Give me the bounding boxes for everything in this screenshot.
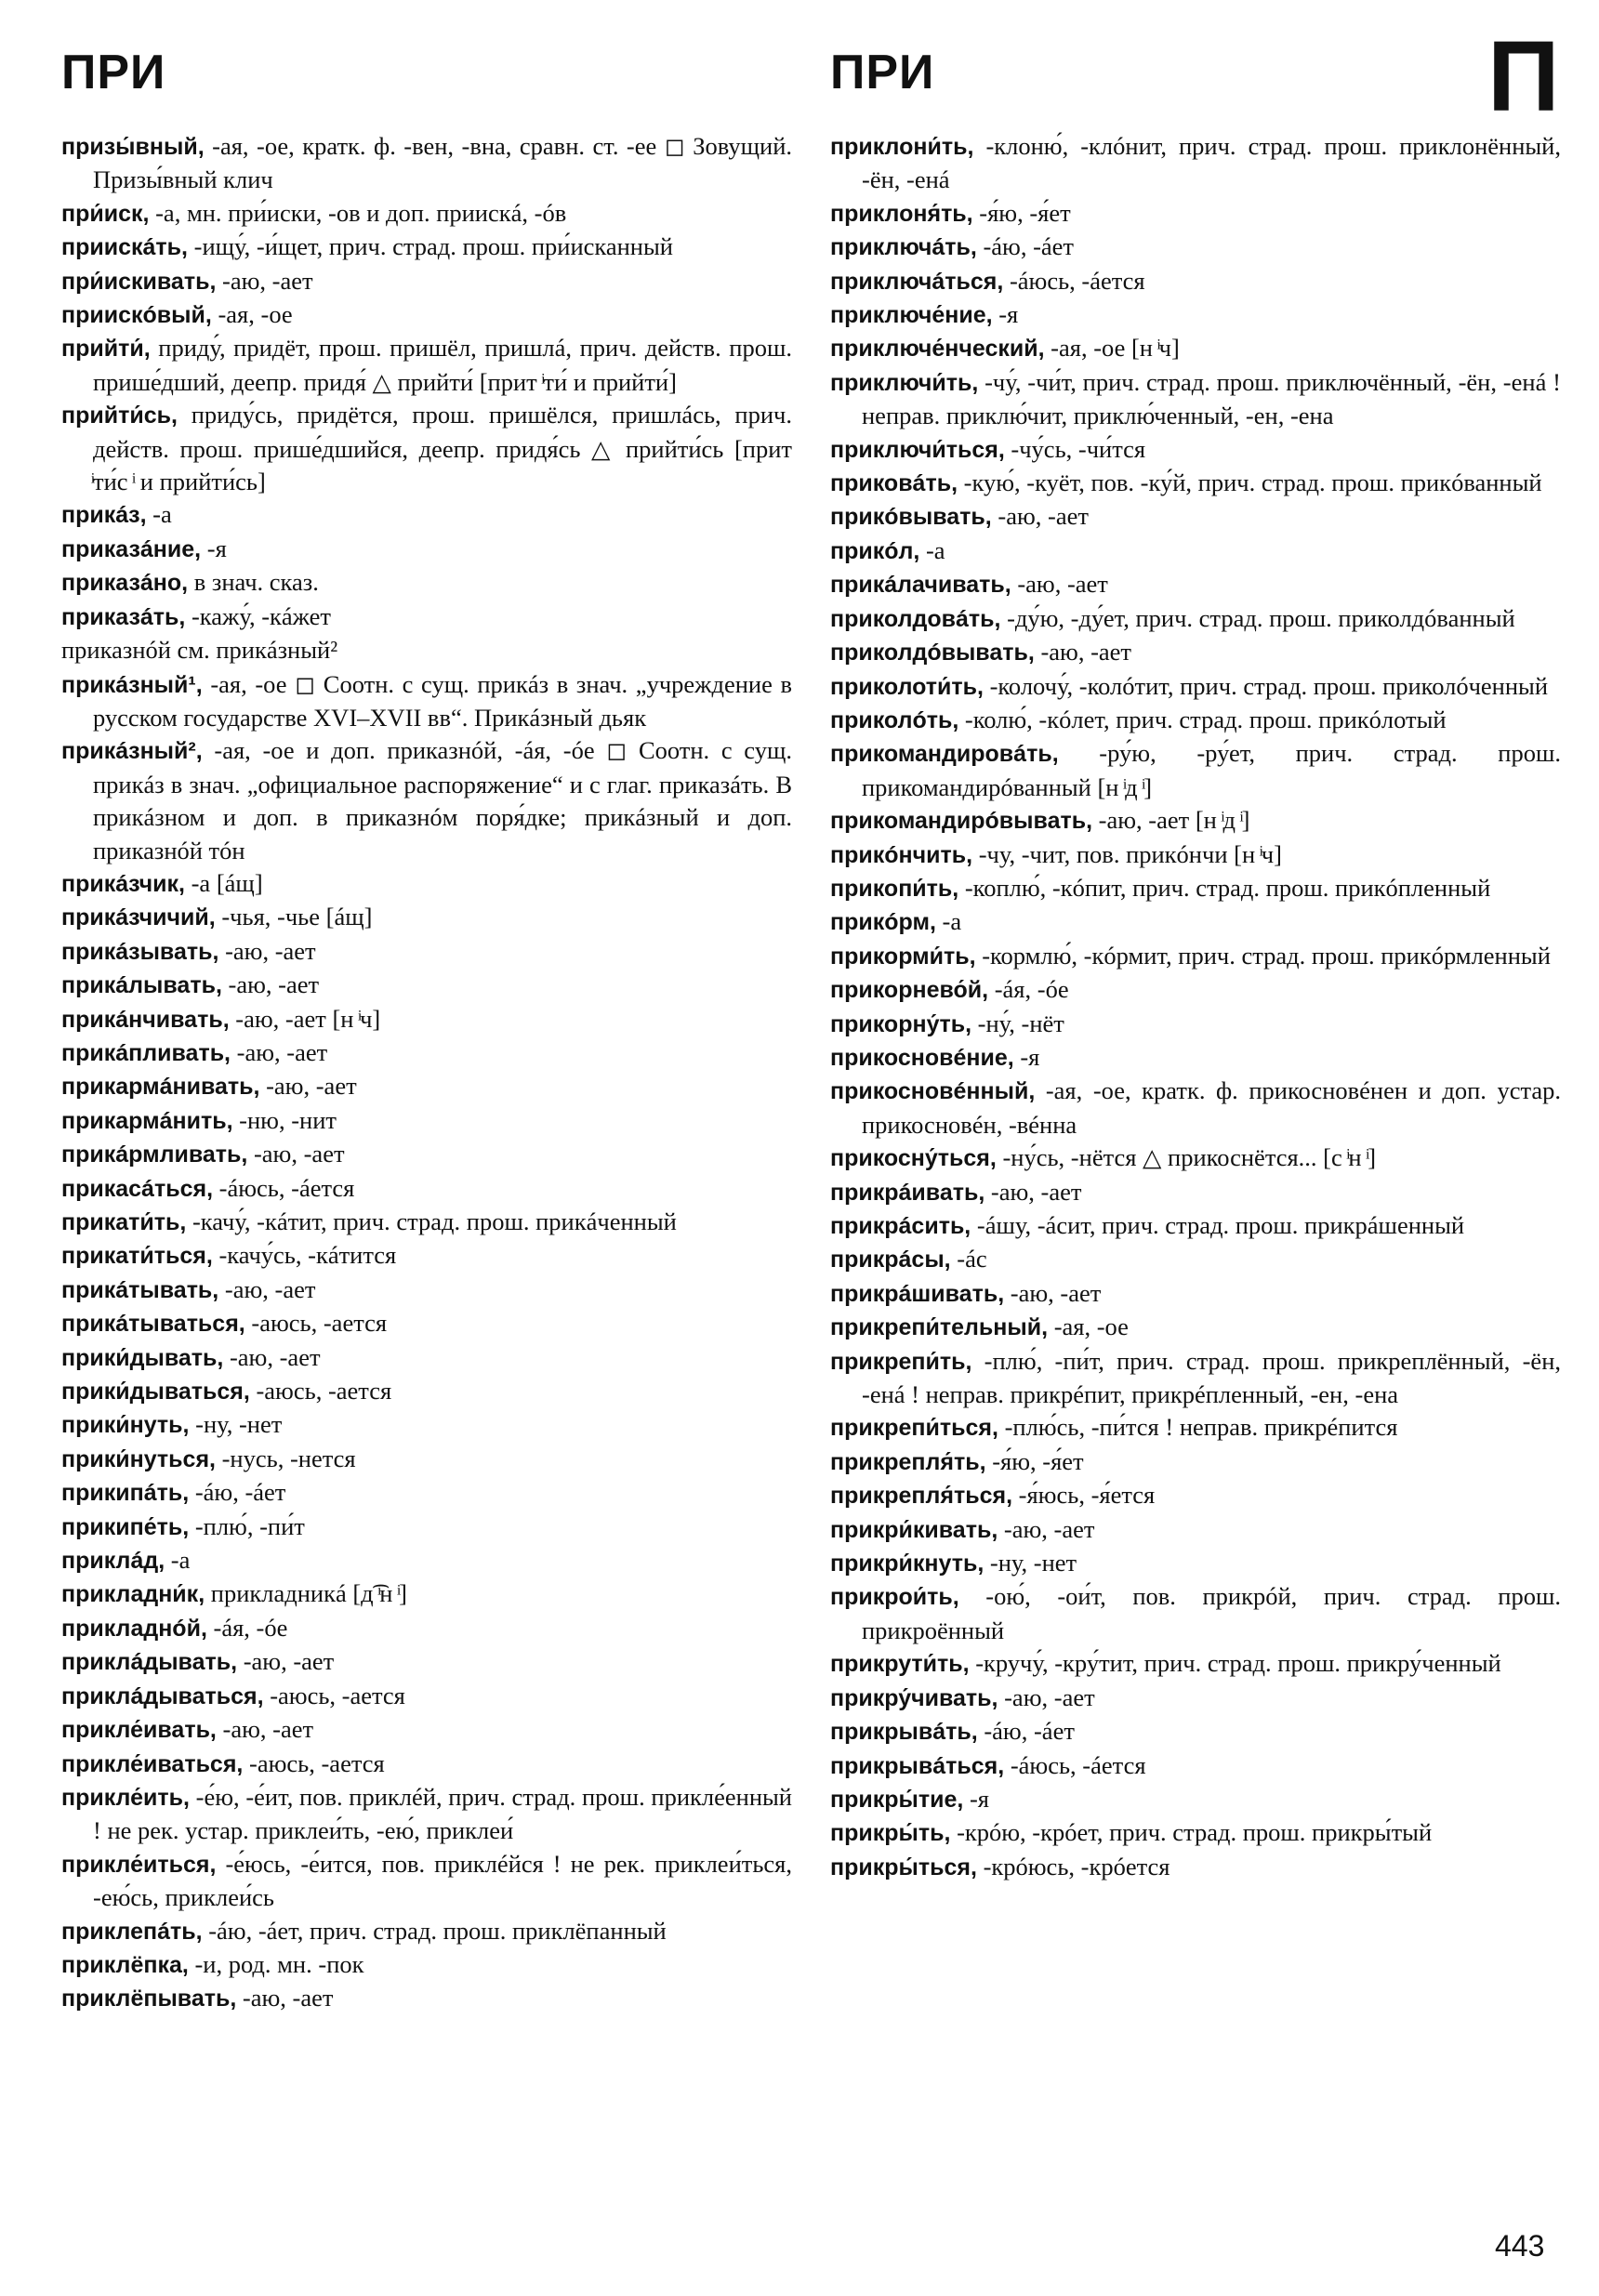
entry-headword: прикипе́ть, bbox=[61, 1513, 190, 1540]
dictionary-entry bbox=[61, 1172, 792, 1206]
left-running-head: ПРИ bbox=[61, 46, 166, 99]
entry-text: -ая, -ое bbox=[1048, 1313, 1129, 1341]
entry-headword: прикрывáться, bbox=[830, 1752, 1005, 1779]
dictionary-entry bbox=[61, 1511, 792, 1544]
entry-headword: при́искивать, bbox=[61, 268, 217, 295]
entry-headword: прикáнчивать, bbox=[61, 1006, 230, 1033]
entry-text: -áя, -óе bbox=[206, 1613, 288, 1642]
entry-text: -ню, -нит bbox=[232, 1105, 337, 1134]
dictionary-entry bbox=[61, 1307, 792, 1340]
dictionary-entry bbox=[830, 905, 1561, 939]
entry-headword: прикáтывать, bbox=[61, 1276, 219, 1303]
entry-headword: прикле́иться, bbox=[61, 1851, 217, 1878]
left-column bbox=[61, 130, 792, 2016]
dictionary-entry bbox=[830, 1041, 1561, 1075]
entry-text: -аю, -ает bbox=[991, 502, 1089, 531]
right-running-head: ПРИ bbox=[830, 46, 935, 99]
dictionary-entry bbox=[61, 231, 792, 264]
entry-text: -аю, -ает bbox=[985, 1177, 1082, 1206]
entry-text: -кормлю́, -кóрмит, прич. страд. прош. прикóрмленный bbox=[975, 941, 1551, 970]
dictionary-entry bbox=[61, 1036, 792, 1070]
entry-text: -аю, -ает bbox=[231, 1037, 328, 1066]
dictionary-entry bbox=[830, 804, 1561, 838]
entry-headword: приклепáть, bbox=[61, 1918, 203, 1945]
entry-headword: прикрáсы, bbox=[830, 1247, 951, 1273]
dictionary-entry bbox=[61, 634, 792, 667]
entry-text: -крóю, -крóет, прич. страд. прош. прикры́тый bbox=[950, 1818, 1433, 1847]
dictionary-entry bbox=[61, 1408, 792, 1442]
entry-headword: приискáть, bbox=[61, 234, 188, 261]
dictionary-entry bbox=[61, 1748, 792, 1781]
dictionary-entry bbox=[61, 867, 792, 901]
entry-headword: прикáзный¹, bbox=[61, 671, 203, 698]
entry-text: -ну, -нет bbox=[984, 1549, 1077, 1577]
dictionary-entry bbox=[61, 1982, 792, 2015]
entry-headword: прики́дываться, bbox=[61, 1379, 250, 1405]
entry-text: -ая, -ое [н ͥч] bbox=[1044, 334, 1180, 363]
dictionary-entry bbox=[61, 533, 792, 566]
entry-text: -ая, -ое bbox=[211, 300, 293, 329]
entry-headword: прийти́сь, bbox=[61, 402, 178, 429]
dictionary-entry bbox=[830, 298, 1561, 332]
entry-text: -я bbox=[963, 1784, 989, 1813]
entry-headword: прикосновéнный, bbox=[830, 1078, 1036, 1105]
dictionary-entry bbox=[830, 332, 1561, 365]
entry-headword: приклáдываться, bbox=[61, 1682, 264, 1709]
dictionary-entry bbox=[830, 500, 1561, 534]
entry-headword: прикле́ить, bbox=[61, 1784, 190, 1811]
entry-headword: прикрепи́ться, bbox=[830, 1415, 998, 1442]
entry-text: -аю, -ает [н ͥд ͥ] bbox=[1092, 806, 1250, 835]
entry-headword: приковáть, bbox=[830, 470, 958, 497]
entry-headword: прикри́кивать, bbox=[830, 1516, 998, 1543]
entry-headword: прикопи́ть, bbox=[830, 875, 959, 902]
entry-headword: приклоня́ть, bbox=[830, 200, 973, 227]
entry-text: -плю́, -пи́т, прич. страд. прош. прикреплённый, -ён, -енá ! неправ. прикрéпит, прикрéпленный, -ен, -ена bbox=[862, 1346, 1561, 1409]
entry-text: -áшу, -áсит, прич. страд. прош. прикрáшенный bbox=[971, 1211, 1465, 1239]
entry-text: -нусь, -нется bbox=[215, 1444, 356, 1472]
dictionary-entry bbox=[61, 1645, 792, 1679]
entry-text: -чу́, -чи́т, прич. страд. прош. приключённый, -ён, -енá ! неправ. приклю́чит, приклю́ченный, -ен, -ена bbox=[862, 367, 1561, 430]
dictionary-entry bbox=[830, 872, 1561, 905]
dictionary-entry bbox=[830, 1243, 1561, 1276]
dictionary-entry bbox=[61, 1070, 792, 1103]
dictionary-entry bbox=[61, 399, 792, 498]
dictionary-entry bbox=[61, 1239, 792, 1273]
entry-headword: прикры́ть, bbox=[830, 1820, 951, 1847]
entry-text: прикладникá [д͡ ͥн ͥ] bbox=[205, 1579, 407, 1608]
entry-headword: приколóть, bbox=[830, 706, 959, 733]
dictionary-entry bbox=[61, 1680, 792, 1713]
dictionary-entry bbox=[61, 1915, 792, 1948]
entry-text: -ою́, -ои́т, пов. прикрóй, прич. страд. прош. прикроённый bbox=[862, 1582, 1561, 1644]
dictionary-entry bbox=[61, 1003, 792, 1036]
entry-headword: прики́нуть, bbox=[61, 1412, 190, 1439]
right-column bbox=[830, 130, 1561, 1884]
dictionary-entry bbox=[61, 1476, 792, 1510]
entry-text: -и, род. мн. -пок bbox=[188, 1949, 364, 1978]
dictionary-entry bbox=[830, 1411, 1561, 1445]
entry-headword: приключи́ться, bbox=[830, 436, 1005, 463]
dictionary-entry bbox=[61, 197, 792, 231]
entry-text: -чья, -чье [áщ] bbox=[215, 903, 373, 931]
entry-text: в знач. сказ. bbox=[188, 568, 319, 597]
entry-headword: прикипáть, bbox=[61, 1480, 190, 1507]
entry-headword: приклáдывать, bbox=[61, 1649, 238, 1676]
dictionary-entry bbox=[830, 1176, 1561, 1209]
entry-text: -качу́сь, -кáтится bbox=[212, 1241, 397, 1270]
entry-text: -аю, -ает bbox=[216, 266, 313, 295]
entry-text: приду́сь, придётся, прош. пришёлся, пришлáсь, прич. действ. прош. прише́дшийся, деепр. придя́сь △ прийти́сь [прит ͥти́с ͥ и прийти́сь] bbox=[93, 401, 792, 496]
entry-text: -клоню́, -клóнит, прич. страд. прош. приклонённый, -ён, -енá bbox=[862, 132, 1561, 194]
entry-text: -ру́ю, -ру́ет, прич. страд. прош. прикомандирóванный [н ͥд ͥ] bbox=[862, 739, 1561, 801]
entry-text: -аю, -ает bbox=[998, 1682, 1095, 1711]
dictionary-entry bbox=[830, 636, 1561, 669]
entry-text: -ая, -ое ◻ Соотн. с сущ. прикáз в знач. „учреждение в русском государстве XVI–XVII вв“. Прикáзный дьяк bbox=[93, 669, 792, 732]
entry-headword: прикармáнить, bbox=[61, 1107, 233, 1134]
dictionary-entry bbox=[830, 1547, 1561, 1580]
dictionary-entry bbox=[830, 1311, 1561, 1344]
dictionary-entry bbox=[61, 332, 792, 399]
entry-headword: прикáз, bbox=[61, 502, 147, 529]
entry-headword: прикáлачивать, bbox=[830, 572, 1011, 599]
entry-text: -аю, -ает bbox=[247, 1140, 345, 1168]
entry-headword: прикрепи́тельный, bbox=[830, 1314, 1049, 1341]
entry-headword: прикáлывать, bbox=[61, 972, 222, 999]
dictionary-entry bbox=[61, 566, 792, 600]
entry-headword: прикомандирóвывать, bbox=[830, 808, 1093, 835]
entry-text: -колю́, -кóлет, прич. страд. прош. прикóлотый bbox=[958, 705, 1447, 733]
entry-text: -áюсь, -áется bbox=[1004, 1750, 1146, 1779]
entry-headword: прикóл, bbox=[830, 537, 920, 564]
entry-text: -а bbox=[935, 907, 962, 936]
dictionary-entry bbox=[830, 1209, 1561, 1243]
dictionary-entry bbox=[830, 1816, 1561, 1850]
dictionary-entry bbox=[61, 935, 792, 969]
entry-headword: приклёпка, bbox=[61, 1951, 189, 1978]
entry-text: -аюсь, -ается bbox=[243, 1748, 385, 1777]
dictionary-entry bbox=[61, 498, 792, 532]
dictionary-entry bbox=[61, 734, 792, 867]
entry-text: -аю, -ает bbox=[237, 1647, 335, 1676]
dictionary-entry bbox=[61, 1848, 792, 1915]
dictionary-entry bbox=[830, 1783, 1561, 1816]
entry-text: приду́, придёт, прош. пришёл, пришлá, прич. действ. прош. прише́дший, деепр. придя́ △ прийти́ [прит ͥти́ и прийти́] bbox=[93, 334, 792, 396]
dictionary-entry bbox=[61, 1443, 792, 1476]
dictionary-entry bbox=[61, 1375, 792, 1408]
entry-text: -ну́, -нёт bbox=[971, 1009, 1064, 1037]
entry-headword: прийти́, bbox=[61, 336, 151, 363]
entry-headword: приключе́ние, bbox=[830, 302, 993, 329]
dictionary-entry bbox=[830, 602, 1561, 636]
entry-headword: приколоти́ть, bbox=[830, 673, 984, 700]
dictionary-entry bbox=[830, 130, 1561, 197]
entry-text: -ая, -ое, кратк. ф. -вен, -вна, сравн. ст. -ее ◻ Зовущий. Призы́вный клич bbox=[93, 132, 792, 194]
entry-headword: приключáть, bbox=[830, 234, 977, 261]
entry-text: -аю, -ает bbox=[223, 1342, 321, 1371]
entry-headword: прикати́ться, bbox=[61, 1243, 213, 1270]
entry-headword: приколдовáть, bbox=[830, 605, 1001, 632]
dictionary-entry bbox=[61, 1948, 792, 1982]
entry-text: -ду́ю, -ду́ет, прич. страд. прош. приколдóванный bbox=[1000, 603, 1515, 632]
entry-headword: прикорми́ть, bbox=[830, 943, 976, 970]
entry-headword: приискóвый, bbox=[61, 302, 212, 329]
entry-headword: прикáрмливать, bbox=[61, 1141, 248, 1168]
dictionary-entry bbox=[830, 1008, 1561, 1041]
dictionary-entry bbox=[61, 600, 792, 634]
entry-headword: прикосну́ться, bbox=[830, 1145, 997, 1172]
entry-headword: прикомандировáть, bbox=[830, 741, 1059, 768]
dictionary-entry bbox=[61, 298, 792, 332]
entry-headword: прикармáнивать, bbox=[61, 1074, 260, 1101]
entry-text: -я bbox=[201, 534, 227, 562]
dictionary-entry bbox=[830, 973, 1561, 1007]
entry-headword: прикле́ивать, bbox=[61, 1717, 217, 1744]
dictionary-entry bbox=[830, 737, 1561, 804]
dictionary-entry bbox=[61, 1206, 792, 1239]
entry-text: -áс bbox=[950, 1245, 987, 1273]
dictionary-entry bbox=[830, 568, 1561, 601]
entry-text: -чу́сь, -чи́тся bbox=[1004, 434, 1146, 463]
entry-text: -кажу́, -кáжет bbox=[185, 601, 331, 630]
dictionary-entry bbox=[61, 1577, 792, 1611]
entry-headword: приключи́ть, bbox=[830, 369, 979, 396]
dictionary-entry bbox=[830, 1580, 1561, 1647]
dictionary-entry bbox=[830, 1445, 1561, 1479]
entry-text: -е́ю, -е́ит, пов. приклéй, прич. страд. прош. прикле́енный ! не рек. устар. приклеи́ть, -ею́, приклеи́ bbox=[93, 1782, 792, 1845]
entry-text: -я́юсь, -я́ется bbox=[1012, 1481, 1156, 1510]
dictionary-entry bbox=[61, 1781, 792, 1848]
entry-text: -аю, -ает bbox=[216, 1715, 314, 1744]
dictionary-entry bbox=[61, 1138, 792, 1171]
entry-text: -аюсь, -ается bbox=[263, 1681, 405, 1709]
entry-text: -е́юсь, -е́ится, пов. приклéйся ! не рек. приклеи́ться, -ею́сь, приклеи́сь bbox=[93, 1849, 792, 1912]
entry-headword: прикри́кнуть, bbox=[830, 1550, 985, 1577]
entry-headword: прикрути́ть, bbox=[830, 1651, 970, 1678]
dictionary-entry bbox=[830, 1277, 1561, 1311]
entry-text: -кую́, -куёт, пов. -ку́й, прич. страд. прош. прикóванный bbox=[958, 468, 1542, 497]
entry-text: -áю, -áет, прич. страд. прош. приклёпанный bbox=[202, 1916, 667, 1945]
entry-headword: прикáпливать, bbox=[61, 1039, 231, 1066]
entry-headword: прикорнево́й, bbox=[830, 977, 989, 1004]
entry-headword: прикорну́ть, bbox=[830, 1010, 972, 1037]
dictionary-entry bbox=[830, 197, 1561, 231]
entry-text: -аю, -ает [н ͥч] bbox=[229, 1004, 381, 1033]
entry-text: -а bbox=[146, 500, 172, 529]
dictionary-entry bbox=[830, 433, 1561, 467]
entry-text: -ая, -ое и доп. приказнóй, -áя, -óе ◻ Соотн. с сущ. прикáз в знач. „официальное распоряжение“ и с глаг. приказáть. В прикáзном и доп. в приказнóм поря́дке; прикáзный и доп. приказнóй тóн bbox=[93, 736, 792, 864]
dictionary-entry bbox=[830, 366, 1561, 433]
entry-text: -я́ю, -я́ет bbox=[972, 198, 1071, 227]
entry-text: -áю, -áет bbox=[976, 232, 1075, 261]
entry-text: -я́ю, -я́ет bbox=[985, 1446, 1084, 1475]
entry-headword: прикрáивать, bbox=[830, 1179, 985, 1206]
dictionary-entry bbox=[830, 704, 1561, 737]
dictionary-entry bbox=[61, 1273, 792, 1307]
dictionary-entry bbox=[830, 1479, 1561, 1512]
dictionary-entry bbox=[830, 1749, 1561, 1783]
entry-text: -ну, -нет bbox=[189, 1410, 283, 1439]
entry-headword: прикрáсить, bbox=[830, 1213, 971, 1239]
entry-headword: прикры́ться, bbox=[830, 1854, 977, 1880]
entry-headword: приключáться, bbox=[830, 268, 1004, 295]
entry-headword: прикрепля́ть, bbox=[830, 1448, 986, 1475]
entry-headword: прикáзывать, bbox=[61, 938, 219, 965]
entry-headword: приказáно, bbox=[61, 570, 189, 597]
entry-headword: приключе́нческий, bbox=[830, 336, 1045, 363]
section-letter: П bbox=[1487, 20, 1560, 132]
dictionary-entry bbox=[830, 838, 1561, 872]
entry-text: -аю, -ает bbox=[259, 1072, 357, 1101]
entry-headword: прикладни́к, bbox=[61, 1581, 205, 1608]
entry-headword: прикóвывать, bbox=[830, 504, 992, 531]
entry-headword: прикáзчичий, bbox=[61, 904, 216, 931]
dictionary-entry bbox=[830, 265, 1561, 298]
entry-headword: прикры́тие, bbox=[830, 1786, 964, 1813]
entry-headword: прики́дывать, bbox=[61, 1344, 224, 1371]
entry-headword: прикáзчик, bbox=[61, 870, 185, 897]
entry-text: -áя, -óе bbox=[988, 975, 1069, 1004]
entry-text: -а bbox=[165, 1546, 191, 1575]
entry-headword: призы́вный, bbox=[61, 134, 205, 160]
dictionary-entry bbox=[61, 1544, 792, 1577]
dictionary-entry bbox=[830, 1345, 1561, 1412]
entry-headword: прикрáшивать, bbox=[830, 1280, 1005, 1307]
dictionary-entry bbox=[61, 1104, 792, 1138]
entry-headword: прикóрм, bbox=[830, 909, 936, 936]
entry-text: -аю, -ает bbox=[998, 1514, 1095, 1543]
entry-text: -аю, -ает bbox=[1004, 1278, 1102, 1307]
dictionary-entry bbox=[61, 668, 792, 735]
entry-text: -кручу́, -кру́тит, прич. страд. прош. прикру́ченный bbox=[969, 1649, 1501, 1678]
entry-headword: прикладнóй, bbox=[61, 1615, 207, 1642]
entry-text: -áюсь, -áется bbox=[213, 1173, 355, 1202]
entry-text: -аю, -ает bbox=[236, 1984, 334, 2012]
entry-headword: прики́нуться, bbox=[61, 1445, 216, 1472]
entry-headword: приклёпывать, bbox=[61, 1986, 237, 2012]
entry-headword: приказáть, bbox=[61, 603, 186, 630]
entry-headword: приказáние, bbox=[61, 535, 202, 562]
entry-text: -ая, -ое, кратк. ф. прикосновéнен и доп. устар. прикосновéн, -вéнна bbox=[862, 1076, 1561, 1139]
entry-text: -аю, -ает bbox=[221, 970, 320, 999]
entry-headword: прикле́иваться, bbox=[61, 1750, 244, 1777]
entry-text: -ищу́, -и́щет, прич. страд. прош. при́исканный bbox=[188, 232, 673, 261]
entry-headword: прикасáться, bbox=[61, 1175, 214, 1202]
entry-text: -аю, -ает bbox=[1011, 570, 1108, 599]
dictionary-entry bbox=[61, 130, 792, 197]
dictionary-entry bbox=[61, 969, 792, 1002]
entry-text: -а bbox=[919, 535, 945, 564]
entry-text: -крóюсь, -крóется bbox=[976, 1852, 1170, 1880]
entry-text: -áю, -áет bbox=[189, 1478, 286, 1507]
entry-text: -ну́сь, -нётся △ прикоснётся... [с ͥн ͥ] bbox=[996, 1143, 1377, 1172]
dictionary-entry bbox=[61, 265, 792, 298]
entry-text: -аюсь, -ается bbox=[244, 1309, 388, 1338]
entry-text: -я bbox=[1013, 1042, 1040, 1071]
entry-headword: прикру́чивать, bbox=[830, 1684, 998, 1711]
entry-headword: прикосновéние, bbox=[830, 1044, 1014, 1071]
dictionary-entry bbox=[61, 1713, 792, 1747]
entry-text: -я bbox=[992, 300, 1019, 329]
entry-text: -плю́, -пи́т bbox=[189, 1511, 305, 1540]
dictionary-entry bbox=[830, 1715, 1561, 1748]
entry-text: приказнóй см. прикáзный² bbox=[61, 636, 338, 665]
entry-headword: приклони́ть, bbox=[830, 134, 974, 160]
dictionary-entry bbox=[61, 901, 792, 934]
page-number: 443 bbox=[1495, 2229, 1545, 2263]
entry-text: -плю́сь, -пи́тся ! неправ. прикрéпится bbox=[998, 1413, 1398, 1442]
entry-headword: прикрои́ть, bbox=[830, 1584, 959, 1611]
entry-text: -áю, -áет bbox=[977, 1717, 1075, 1746]
dictionary-entry bbox=[830, 534, 1561, 568]
dictionary-entry bbox=[61, 1341, 792, 1375]
entry-headword: прикати́ть, bbox=[61, 1209, 187, 1235]
dictionary-entry bbox=[830, 231, 1561, 264]
entry-text: -аю, -ает bbox=[218, 1274, 316, 1303]
entry-text: -аюсь, -ается bbox=[249, 1377, 392, 1405]
dictionary-entry bbox=[830, 1647, 1561, 1681]
dictionary-entry bbox=[830, 1075, 1561, 1141]
entry-headword: приколдóвывать, bbox=[830, 640, 1035, 666]
entry-text: -колочу́, -колóтит, прич. страд. прош. приколóченный bbox=[983, 671, 1549, 700]
entry-text: -аю, -ает bbox=[218, 936, 316, 965]
entry-headword: прикóнчить, bbox=[830, 841, 973, 868]
entry-text: -а, мн. при́иски, -ов и доп. приискá, -óв bbox=[149, 198, 567, 227]
entry-text: -качу́, -кáтит, прич. страд. прош. прикáченный bbox=[186, 1207, 677, 1235]
entry-text: -а [áщ] bbox=[184, 868, 263, 897]
dictionary-entry bbox=[830, 1682, 1561, 1715]
entry-text: -коплю́, -кóпит, прич. страд. прош. прикóпленный bbox=[958, 873, 1491, 902]
entry-text: -чу, -чит, пов. прикóнчи [н ͥч] bbox=[972, 839, 1282, 868]
entry-headword: прикрепля́ться, bbox=[830, 1483, 1013, 1510]
entry-headword: прикрепи́ть, bbox=[830, 1348, 972, 1375]
entry-headword: приклáд, bbox=[61, 1548, 165, 1575]
entry-headword: при́иск, bbox=[61, 200, 150, 227]
entry-headword: прикáзный², bbox=[61, 738, 203, 765]
entry-headword: прикрывáть, bbox=[830, 1719, 978, 1746]
dictionary-entry bbox=[830, 1513, 1561, 1547]
dictionary-entry bbox=[830, 467, 1561, 500]
dictionary-entry bbox=[830, 1851, 1561, 1884]
dictionary-entry bbox=[830, 1141, 1561, 1175]
dictionary-entry bbox=[830, 670, 1561, 704]
dictionary-entry bbox=[830, 940, 1561, 973]
entry-text: -аю, -ает bbox=[1034, 638, 1132, 666]
entry-headword: прикáтываться, bbox=[61, 1311, 245, 1338]
entry-text: -áюсь, -áется bbox=[1003, 266, 1145, 295]
dictionary-entry bbox=[61, 1612, 792, 1645]
